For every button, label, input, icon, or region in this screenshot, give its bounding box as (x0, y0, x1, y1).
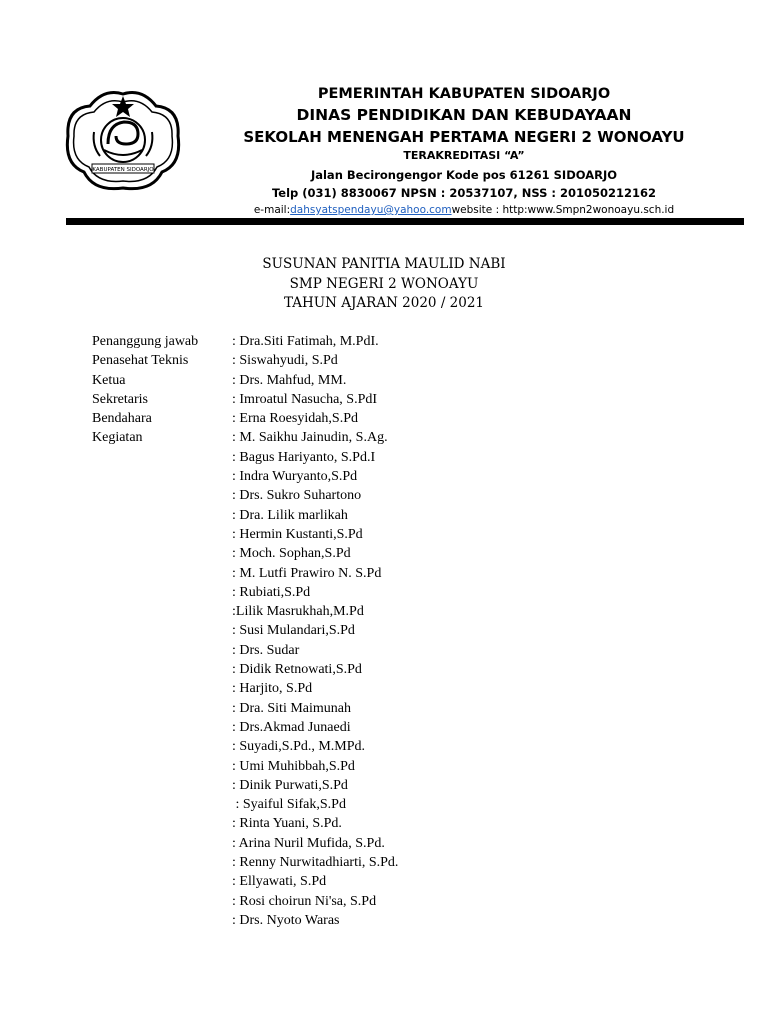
roster-member: : Drs. Sukro Suhartono (232, 488, 362, 504)
roster-member: : M. Lutfi Prawiro N. S.Pd (232, 565, 382, 581)
roster-member: : Suyadi,S.Pd., M.MPd. (232, 739, 366, 755)
letterhead-department: DINAS PENDIDIKAN DAN KEBUDAYAAN (296, 106, 632, 124)
roster-member: : Drs. Sudar (232, 642, 300, 658)
sidoarjo-regency-emblem (64, 84, 182, 196)
title-line-2: SMP NEGERI 2 WONOAYU (289, 275, 479, 292)
roster-member: : Rubiati,S.Pd (232, 584, 311, 600)
roster-member: : Susi Mulandari,S.Pd (232, 623, 355, 639)
roster-member: : Bagus Hariyanto, S.Pd.I (232, 449, 376, 465)
roster-member: : Umi Muhibbah,S.Pd (232, 758, 355, 774)
roster-member: : Erna Roesyidah,S.Pd (232, 411, 358, 427)
roster-member: : Drs. Nyoto Waras (232, 912, 340, 928)
roster-member: : Syaiful Sifak,S.Pd (232, 797, 346, 813)
roster-member: : Didik Retnowati,S.Pd (232, 662, 362, 678)
title-line-1: SUSUNAN PANITIA MAULID NABI (262, 256, 506, 272)
document-title (60, 255, 708, 314)
website-text: website : http:www.Smpn2wonoayu.sch.id (451, 204, 675, 216)
roster-role: Penanggung jawab (92, 334, 199, 349)
roster-member: : Dra. Lilik marlikah (232, 507, 348, 523)
roster-member: : Renny Nurwitadhiarti, S.Pd. (232, 855, 399, 871)
title-line-3: TAHUN AJARAN 2020 / 2021 (283, 295, 485, 311)
letterhead-school-name: SEKOLAH MENENGAH PERTAMA NEGERI 2 WONOAYU (243, 128, 685, 146)
email-prefix: e-mail: (253, 204, 291, 216)
emblem-banner-text: KABUPATEN SIDOARJO (92, 167, 154, 173)
roster-member: : Indra Wuryanto,S.Pd (232, 469, 358, 485)
roster-role: Sekretaris (92, 391, 148, 407)
email-link[interactable]: dahsyatspendayu@yahoo.com (290, 204, 452, 216)
roster-member: : Moch. Sophan,S.Pd (232, 546, 351, 562)
accreditation-label: TERAKREDITASI “A” (403, 149, 525, 162)
roster-member: : Rosi choirun Ni'sa, S.Pd (232, 893, 377, 909)
school-online-contact (200, 202, 728, 219)
roster-member: : Dra.Siti Fatimah, M.PdI. (232, 334, 379, 349)
roster-member: : Harjito, S.Pd (232, 681, 313, 697)
school-contact: Telp (031) 8830067 NPSN : 20537107, NSS : 201050212162 (271, 186, 657, 200)
roster-member: : Dinik Purwati,S.Pd (232, 777, 348, 793)
roster-role: Kegiatan (92, 430, 143, 446)
letterhead (200, 84, 728, 219)
school-address: Jalan Becirongengor Kode pos 61261 SIDOARJO (310, 168, 618, 182)
roster-member: :Lilik Masrukhah,M.Pd (232, 604, 364, 620)
roster-member: : Ellyawati, S.Pd (232, 874, 327, 890)
letterhead-government: PEMERINTAH KABUPATEN SIDOARJO (317, 86, 611, 102)
roster-member: : M. Saikhu Jainudin, S.Ag. (232, 430, 388, 446)
roster-member: : Arina Nuril Mufida, S.Pd. (232, 835, 385, 851)
roster-member: : Drs. Mahfud, MM. (232, 372, 347, 388)
roster-member: : Rinta Yuani, S.Pd. (232, 816, 342, 832)
roster-member: : Imroatul Nasucha, S.PdI (232, 391, 378, 407)
roster-role: Penasehat Teknis (92, 353, 189, 369)
roster-role: Bendahara (92, 411, 152, 427)
roster-member: : Drs.Akmad Junaedi (232, 719, 351, 735)
roster-member: : Siswahyudi, S.Pd (232, 353, 338, 369)
roster-role: Ketua (92, 372, 126, 388)
roster-member: : Dra. Siti Maimunah (232, 700, 351, 716)
roster-member: : Hermin Kustanti,S.Pd (232, 526, 363, 542)
letterhead-divider (66, 218, 744, 225)
